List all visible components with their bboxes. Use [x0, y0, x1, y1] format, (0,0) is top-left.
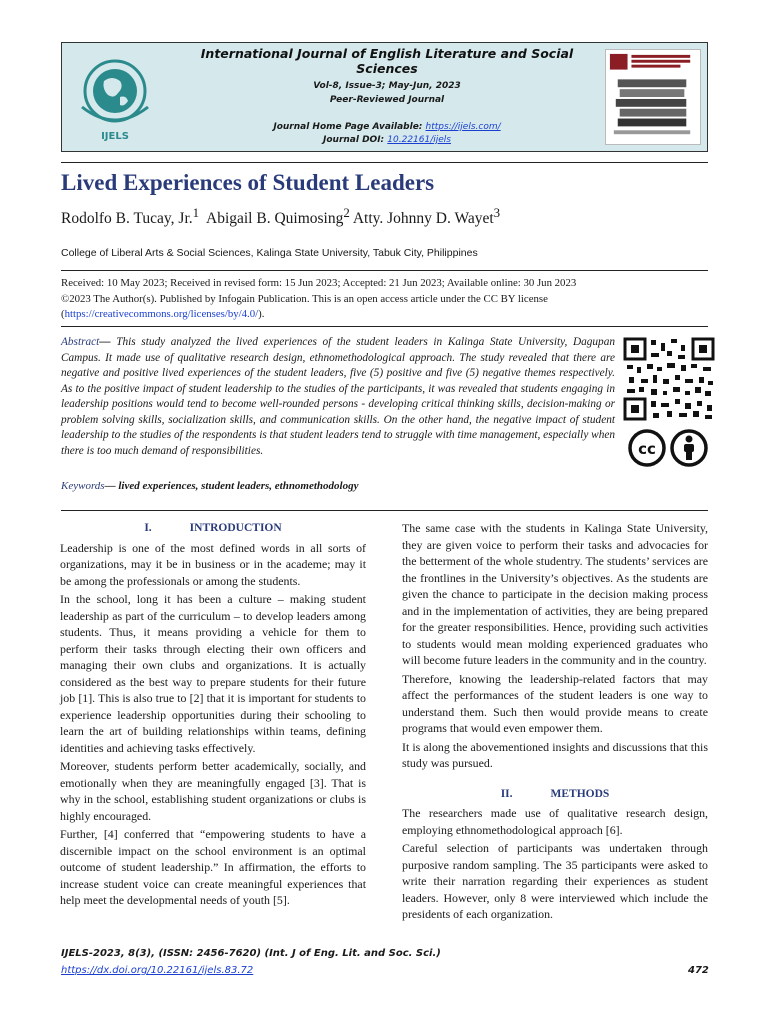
dates-top-rule [61, 270, 708, 271]
abstract-text: This study analyzed the lived experiences of the student leaders in Kalinga State University, Dagupan Campus. It made use of qualitative research design, ethnomethodological approach. The study revealed that there are negative and positive lived experiences of the student leaders, five (5) positive and five (5) negative themes respectively. As to the positive impact of student leadership to the studies of the participants, it was revealed that students engaging in leadership positions would tend to become well-rounded persons - developing critical thinking skills, decision-making or problem solving skills, socialization skills, and communication skills. On the other hand, the negative impact of student leadership to the studies of the respondents is that student leaders tend to struggle with time management, especially when there is too much demand of responsibilities. [61, 336, 615, 457]
copyright-line: ©2023 The Author(s). Published by Infogain Publication. This is an open access article under the CC BY license [61, 292, 548, 305]
abstract-label: Abstract [61, 336, 100, 348]
paragraph: It is along the abovementioned insights and discussions that this study was pursued. [402, 739, 708, 770]
home-page-link[interactable]: https://ijels.com/ [425, 122, 501, 132]
section-title: METHODS [550, 787, 610, 800]
author-name: Atty. Johnny D. Wayet [352, 210, 494, 228]
paragraph: Further, [4] conferred that “empowering students to have a discernible impact on the school environment is an optimal outcome of student leadership.” In affirmation, the efforts to increase student voice can create meaningful experiences that help meet the developmental needs of youth [5]. [60, 827, 366, 907]
section-heading-introduction [60, 520, 366, 537]
author-name: Abigail B. Quimosing [206, 210, 344, 228]
publication-info [61, 276, 576, 323]
article-title: Lived Experiences of Student Leaders [61, 170, 435, 195]
doi-link[interactable]: 10.22161/ijels [387, 135, 451, 145]
home-page-label: Journal Home Page Available: [273, 122, 426, 132]
paragraph: The researchers made use of qualitative research design, employing ethnomethodological approach [6]. [402, 806, 708, 837]
left-column [60, 520, 366, 911]
header-rule [61, 162, 708, 163]
svg-text:IJELS: IJELS [101, 131, 129, 142]
journal-name: International Journal of English Literature and Social Sciences [200, 46, 574, 76]
paragraph: Careful selection of participants was undertaken through purposive random sampling. The 35 participants were asked to write their narration regarding their experiences as student leaders. However, only 8 were interviewed which include the presidents of each organization. [402, 841, 708, 921]
footer-citation: IJELS-2023, 8(3), (ISSN: 2456-7620) (Int. J of Eng. Lit. and Soc. Sci.) [61, 948, 441, 959]
author-sup: 2 [343, 205, 350, 220]
paragraph: Moreover, students perform better academically, socially, and emotionally when they are meaningfully engaged [3]. That is why in the school, establishing student organizations or clubs is highly encouraged. [60, 759, 366, 823]
doi-line [172, 135, 602, 145]
body-top-rule [61, 510, 708, 511]
abstract: Abstract— This study analyzed the lived experiences of the student leaders in Kalinga State University, Dagupan Campus. It made use of qualitative research design, ethnomethodological approach. The study revealed that there are negative and positive lived experiences of the student leaders, five (5) positive and five (5) negative themes respectively. As to the positive impact of student leadership to the studies of the participants, it was revealed that students engaging in leadership positions would tend to become well-rounded persons - developing critical thinking skills, decision-making or problem solving skills, socialization skills, and communication skills. On the other hand, the negative impact of student leadership to the studies of the respondents is that student leaders tend to struggle with time management, especially when there is too much demand of responsibilities. [61, 336, 615, 457]
peer-review-label: Peer-Reviewed Journal [329, 95, 445, 105]
right-column [402, 520, 708, 925]
keywords-label: Keywords [61, 480, 105, 492]
author-name: Rodolfo B. Tucay, Jr. [61, 210, 193, 228]
affiliation: College of Liberal Arts & Social Sciences, Kalinga State University, Tabuk City, Philippines [61, 247, 478, 259]
license-line: (https://creativecommons.org/licenses/by/4.0/). [61, 308, 265, 320]
author-sup: 3 [493, 205, 501, 220]
abstract-top-rule [61, 326, 708, 327]
page-number: 472 [688, 965, 709, 976]
ijels-logo [68, 49, 162, 145]
license-link[interactable]: https://creativecommons.org/licenses/by/4.0/ [64, 308, 259, 320]
section-number: II. [500, 787, 513, 800]
svg-text:cc: cc [638, 440, 656, 458]
doi-label: Journal DOI: [323, 135, 388, 145]
journal-volume: Vol-8, Issue-3; May-Jun, 2023 [313, 81, 461, 91]
paragraph: In the school, long it has been a culture – making student leadership as part of the curriculum – to develop leaders among students. Thus, it means providing a vehicle for them to perform their tasks through electing their own officers and managing their own clubs and organizations. It is actually considered as the best way to prepare students for their future job [1]. This is also true to [2] that it is important for students to experience leadership opportunities during their schooling to learn the art of building relationships within teams, defining identities and achieving tasks effectively. [60, 592, 366, 755]
section-title: INTRODUCTION [189, 522, 282, 534]
qr-code-icon [623, 337, 715, 421]
journal-header [61, 42, 708, 152]
section-heading-methods [402, 786, 708, 803]
author-sup: 1 [192, 205, 200, 220]
home-page-line [172, 122, 602, 132]
paragraph: Therefore, knowing the leadership-related factors that may affect the performances of the student leaders is one way to understand them. Such then would provide means to create programs that would even empower them. [402, 671, 708, 735]
journal-cover-image [605, 49, 701, 145]
creative-commons-icon [627, 428, 711, 468]
paragraph: Leadership is one of the most defined words in all sorts of organizations, may it be in business or in the academe; may it be among the professionals or among the students. [60, 540, 366, 588]
dates-line: Received: 10 May 2023; Received in revised form: 15 Jun 2023; Accepted: 21 Jun 2023; Available online: 30 Jun 2023 [61, 277, 577, 289]
section-number: I. [144, 522, 152, 534]
keywords-text: lived experiences, student leaders, ethnomethodology [118, 480, 359, 492]
footer-doi-link[interactable]: https://dx.doi.org/10.22161/ijels.83.72 [61, 965, 254, 976]
keywords: Keywords— lived experiences, student leaders, ethnomethodology [61, 480, 359, 492]
author-list [61, 205, 500, 228]
paragraph: The same case with the students in Kalinga State University, they are given voice to perform their tasks and advocacies for the betterment of the whole studentry. The students’ services are the frontlines in the University’s objectives. As the students are given the chance to participate in the decision making process and in the implementation of activities, they are being prepared for the greater responsibilities. Hence, providing such activities to students would mean molding experienced graduates who will become future leaders in the community and in the country. [402, 521, 708, 667]
